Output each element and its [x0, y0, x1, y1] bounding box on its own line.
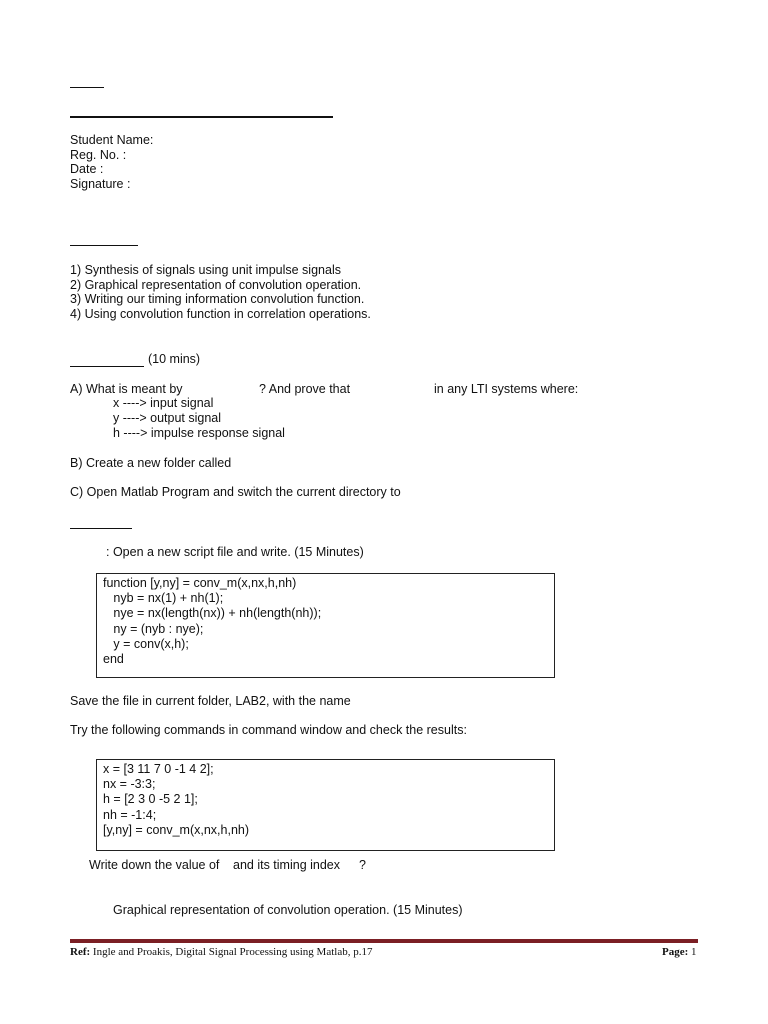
task2-title: Graphical representation of convolution operation. (15 Minutes): [113, 903, 463, 917]
code-line: nye = nx(length(nx)) + nh(length(nh));: [103, 606, 322, 621]
command-line: h = [2 3 0 -5 2 1];: [103, 792, 198, 807]
footer-page-number: 1: [688, 946, 697, 958]
function-code-box: [96, 573, 555, 678]
footer-reference: [70, 946, 372, 958]
write-down-part2: and its timing index: [233, 858, 341, 872]
code-line: y = conv(x,h);: [103, 636, 189, 651]
date-label: Date :: [70, 162, 104, 176]
code-line: end: [103, 652, 124, 667]
footer-page-label: Page:: [662, 946, 689, 958]
command-line: nx = -3:3;: [103, 777, 156, 792]
code-line: nyb = nx(1) + nh(1);: [103, 591, 224, 606]
question-c: C) Open Matlab Program and switch the current directory to: [70, 485, 401, 499]
code-line: function [y,ny] = conv_m(x,nx,h,nh): [103, 576, 297, 590]
definition-x: x ----> input signal: [113, 396, 214, 410]
definition-y: y ----> output signal: [113, 411, 222, 425]
reg-no-label: Reg. No. :: [70, 148, 127, 162]
objective-item: 4) Using convolution function in correlation operations.: [70, 307, 371, 321]
question-b: B) Create a new folder called: [70, 456, 232, 470]
task1-heading-underline: [70, 528, 132, 529]
question-a-part2: ? And prove that: [259, 382, 351, 396]
write-down-part3: ?: [359, 858, 366, 872]
command-line: [y,ny] = conv_m(x,nx,h,nh): [103, 822, 250, 837]
question-a-part1: A) What is meant by: [70, 382, 183, 396]
objective-item: 3) Writing our timing information convolution function.: [70, 292, 365, 306]
signature-label: Signature :: [70, 177, 131, 191]
student-name-label: Student Name:: [70, 133, 154, 147]
footer-ref-label: Ref:: [70, 946, 91, 958]
prelab-time: (10 mins): [148, 352, 201, 366]
footer-page: [662, 946, 697, 958]
title-underline-short: [70, 87, 104, 88]
commands-code-box: [96, 759, 555, 851]
code-line: ny = (nyb : nye);: [103, 621, 204, 636]
question-a-part3: in any LTI systems where:: [434, 382, 579, 396]
footer-ref-text: Ingle and Proakis, Digital Signal Processing using Matlab, p.17: [90, 946, 373, 958]
task1-intro: : Open a new script file and write. (15 Minutes): [106, 545, 364, 559]
command-line: x = [3 11 7 0 -1 4 2];: [103, 762, 214, 776]
command-line: nh = -1:4;: [103, 807, 157, 822]
write-down-part1: Write down the value of: [89, 858, 220, 872]
objective-item: 2) Graphical representation of convolution operation.: [70, 278, 362, 292]
footer-divider: [70, 939, 698, 943]
objectives-heading-underline: [70, 245, 138, 246]
try-instruction: Try the following commands in command window and check the results:: [70, 723, 467, 737]
title-underline-long: [70, 116, 333, 118]
prelab-heading-underline: [70, 366, 144, 367]
objective-item: 1) Synthesis of signals using unit impulse signals: [70, 263, 341, 277]
save-instruction: Save the file in current folder, LAB2, with the name: [70, 694, 351, 708]
definition-h: h ----> impulse response signal: [113, 426, 285, 440]
